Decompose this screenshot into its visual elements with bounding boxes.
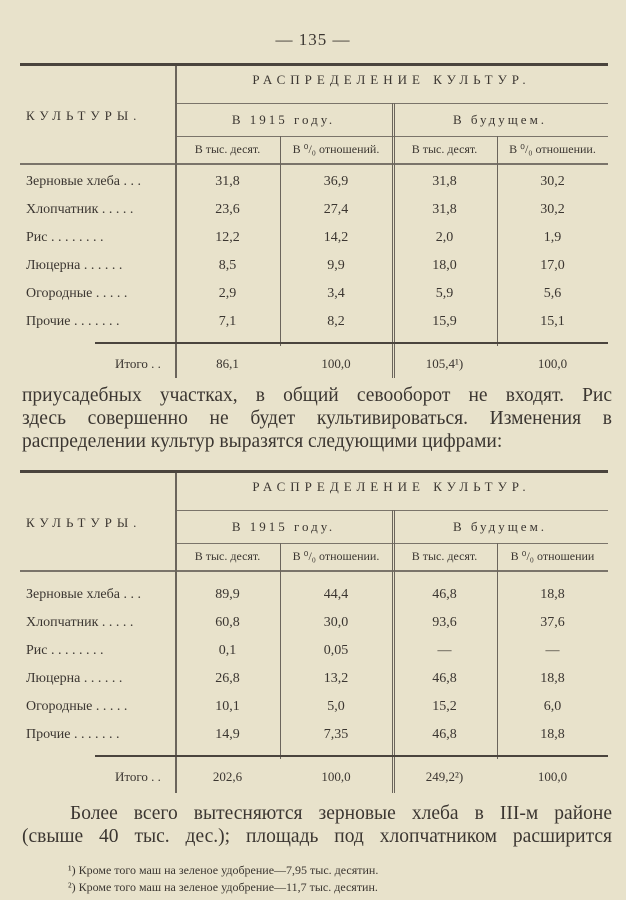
column-rule bbox=[175, 66, 177, 378]
footnote-2: ²) Кроме того маш на зеленое удобрение—11,7 тыс. десятин. bbox=[68, 880, 378, 894]
table-cell: 14,2 bbox=[323, 230, 349, 245]
table-cell: 10,1 bbox=[215, 699, 240, 714]
total-cell: 100,0 bbox=[537, 356, 568, 371]
table-cell: 89,9 bbox=[215, 587, 240, 602]
table-row-label: Хлопчатник . . . . . bbox=[26, 615, 134, 630]
crop-distribution-table-2 bbox=[20, 470, 608, 793]
table-cell: 15,9 bbox=[432, 314, 457, 329]
sub-header: В ⁰/₀ отношении. bbox=[292, 549, 380, 563]
table-cell: 36,9 bbox=[323, 174, 349, 189]
table-cell: 30,0 bbox=[323, 615, 349, 630]
table-cell: 46,8 bbox=[432, 587, 457, 602]
total-rule bbox=[95, 342, 608, 344]
table-cell: 5,9 bbox=[435, 286, 454, 301]
paragraph-1 bbox=[22, 384, 612, 453]
table-cell: 0,1 bbox=[218, 643, 237, 658]
period-header: В 1915 году. bbox=[231, 112, 336, 127]
sub-header: В тыс. десят. bbox=[411, 549, 478, 563]
table-cell: 44,4 bbox=[323, 587, 349, 602]
group-header: РАСПРЕДЕЛЕНИЕ КУЛЬТУР. bbox=[252, 72, 531, 87]
table-cell: 18,8 bbox=[540, 727, 565, 742]
divider bbox=[20, 570, 608, 572]
table-cell: 31,8 bbox=[432, 174, 457, 189]
table-row-label: Рис . . . . . . . . bbox=[26, 643, 104, 658]
table-cell: 3,4 bbox=[327, 286, 345, 301]
table-cell: 7,35 bbox=[323, 727, 349, 742]
total-cell: 100,0 bbox=[321, 356, 351, 371]
sub-header: В ⁰/₀ отношении. bbox=[509, 142, 596, 156]
table-cell: 5,0 bbox=[327, 699, 345, 714]
table-cell: 15,1 bbox=[540, 314, 565, 329]
table-cell: 0,05 bbox=[323, 643, 349, 658]
paragraph-line: распределении культур выразятся следующими цифрами: bbox=[22, 431, 503, 452]
paragraph-line: приусадебных участках, в общий севооборот не входят. Рис bbox=[22, 385, 612, 406]
paragraph-line: (свыше 40 тыс. дес.); площадь под хлопчатником расширится bbox=[22, 826, 612, 847]
sub-header: В тыс. десят. bbox=[194, 549, 261, 563]
total-cell: 100,0 bbox=[537, 769, 568, 784]
table-cell: 30,2 bbox=[540, 202, 565, 217]
crop-distribution-table-1 bbox=[20, 63, 608, 378]
table-cell: 8,2 bbox=[327, 314, 345, 329]
total-cell: 105,4¹) bbox=[425, 356, 464, 371]
table-cell: 15,2 bbox=[432, 699, 457, 714]
table-cell: — bbox=[545, 643, 560, 658]
period-header: В будущем. bbox=[452, 112, 548, 127]
sub-header: В ⁰/₀ отношении bbox=[510, 549, 595, 563]
table-row-label: Огородные . . . . . bbox=[26, 699, 128, 714]
period-header: В 1915 году. bbox=[231, 519, 336, 534]
page-number: — 135 — bbox=[275, 30, 351, 49]
total-label: Итого . . bbox=[115, 769, 161, 784]
total-cell: 202,6 bbox=[212, 769, 243, 784]
table-row-label: Люцерна . . . . . . bbox=[26, 671, 123, 686]
total-rule bbox=[95, 755, 608, 757]
table-cell: — bbox=[437, 643, 452, 658]
table-cell: 26,8 bbox=[215, 671, 240, 686]
table-row-label: Зерновые хлеба . . . bbox=[26, 587, 141, 602]
group-header: РАСПРЕДЕЛЕНИЕ КУЛЬТУР. bbox=[252, 479, 531, 494]
table-cell: 6,0 bbox=[543, 699, 562, 714]
table-cell: 30,2 bbox=[540, 174, 565, 189]
table-row-label: Огородные . . . . . bbox=[26, 286, 128, 301]
table-cell: 46,8 bbox=[432, 727, 457, 742]
period-header: В будущем. bbox=[452, 519, 548, 534]
table-cell: 27,4 bbox=[323, 202, 349, 217]
table-cell: 12,2 bbox=[215, 230, 240, 245]
paragraph-line: Более всего вытесняются зерновые хлеба в III-м районе bbox=[70, 803, 612, 824]
total-label: Итого . . bbox=[115, 356, 161, 371]
table-cell: 8,5 bbox=[218, 258, 237, 273]
sub-header: В тыс. десят. bbox=[411, 142, 478, 156]
table-cell: 17,0 bbox=[540, 258, 565, 273]
sub-header: В ⁰/₀ отношений. bbox=[292, 142, 380, 156]
table-cell: 9,9 bbox=[327, 258, 345, 273]
table-row-label: Хлопчатник . . . . . bbox=[26, 202, 134, 217]
table-cell: 14,9 bbox=[215, 727, 240, 742]
sub-header: В тыс. десят. bbox=[194, 142, 261, 156]
table-cell: 13,2 bbox=[323, 671, 349, 686]
table-cell: 60,8 bbox=[215, 615, 240, 630]
table-row-label: Прочие . . . . . . . bbox=[26, 314, 120, 329]
table-cell: 1,9 bbox=[543, 230, 562, 245]
table-cell: 18,8 bbox=[540, 671, 565, 686]
table-cell: 37,6 bbox=[540, 615, 565, 630]
table-cell: 31,8 bbox=[432, 202, 457, 217]
row-header: КУЛЬТУРЫ. bbox=[26, 108, 142, 123]
table-cell: 93,6 bbox=[432, 615, 457, 630]
footnote-1: ¹) Кроме того маш на зеленое удобрение—7,95 тыс. десятин. bbox=[68, 863, 379, 877]
table-cell: 2,9 bbox=[218, 286, 237, 301]
table-row-label: Зерновые хлеба . . . bbox=[26, 174, 141, 189]
table-cell: 18,8 bbox=[540, 587, 565, 602]
table-cell: 2,0 bbox=[435, 230, 454, 245]
row-header: КУЛЬТУРЫ. bbox=[26, 515, 142, 530]
total-cell: 249,2²) bbox=[425, 769, 464, 784]
table-cell: 46,8 bbox=[432, 671, 457, 686]
total-cell: 86,1 bbox=[216, 356, 239, 371]
table-row-label: Рис . . . . . . . . bbox=[26, 230, 104, 245]
paragraph-2 bbox=[22, 802, 612, 848]
divider bbox=[20, 163, 608, 165]
table-cell: 5,6 bbox=[543, 286, 562, 301]
total-cell: 100,0 bbox=[321, 769, 351, 784]
table-cell: 7,1 bbox=[218, 314, 237, 329]
table-cell: 31,8 bbox=[215, 174, 240, 189]
table-row-label: Люцерна . . . . . . bbox=[26, 258, 123, 273]
table-row-label: Прочие . . . . . . . bbox=[26, 727, 120, 742]
table-cell: 23,6 bbox=[215, 202, 240, 217]
table-cell: 18,0 bbox=[432, 258, 457, 273]
column-rule bbox=[175, 473, 177, 793]
paragraph-line: здесь совершенно не будет культивироваться. Изменения в bbox=[22, 408, 612, 429]
